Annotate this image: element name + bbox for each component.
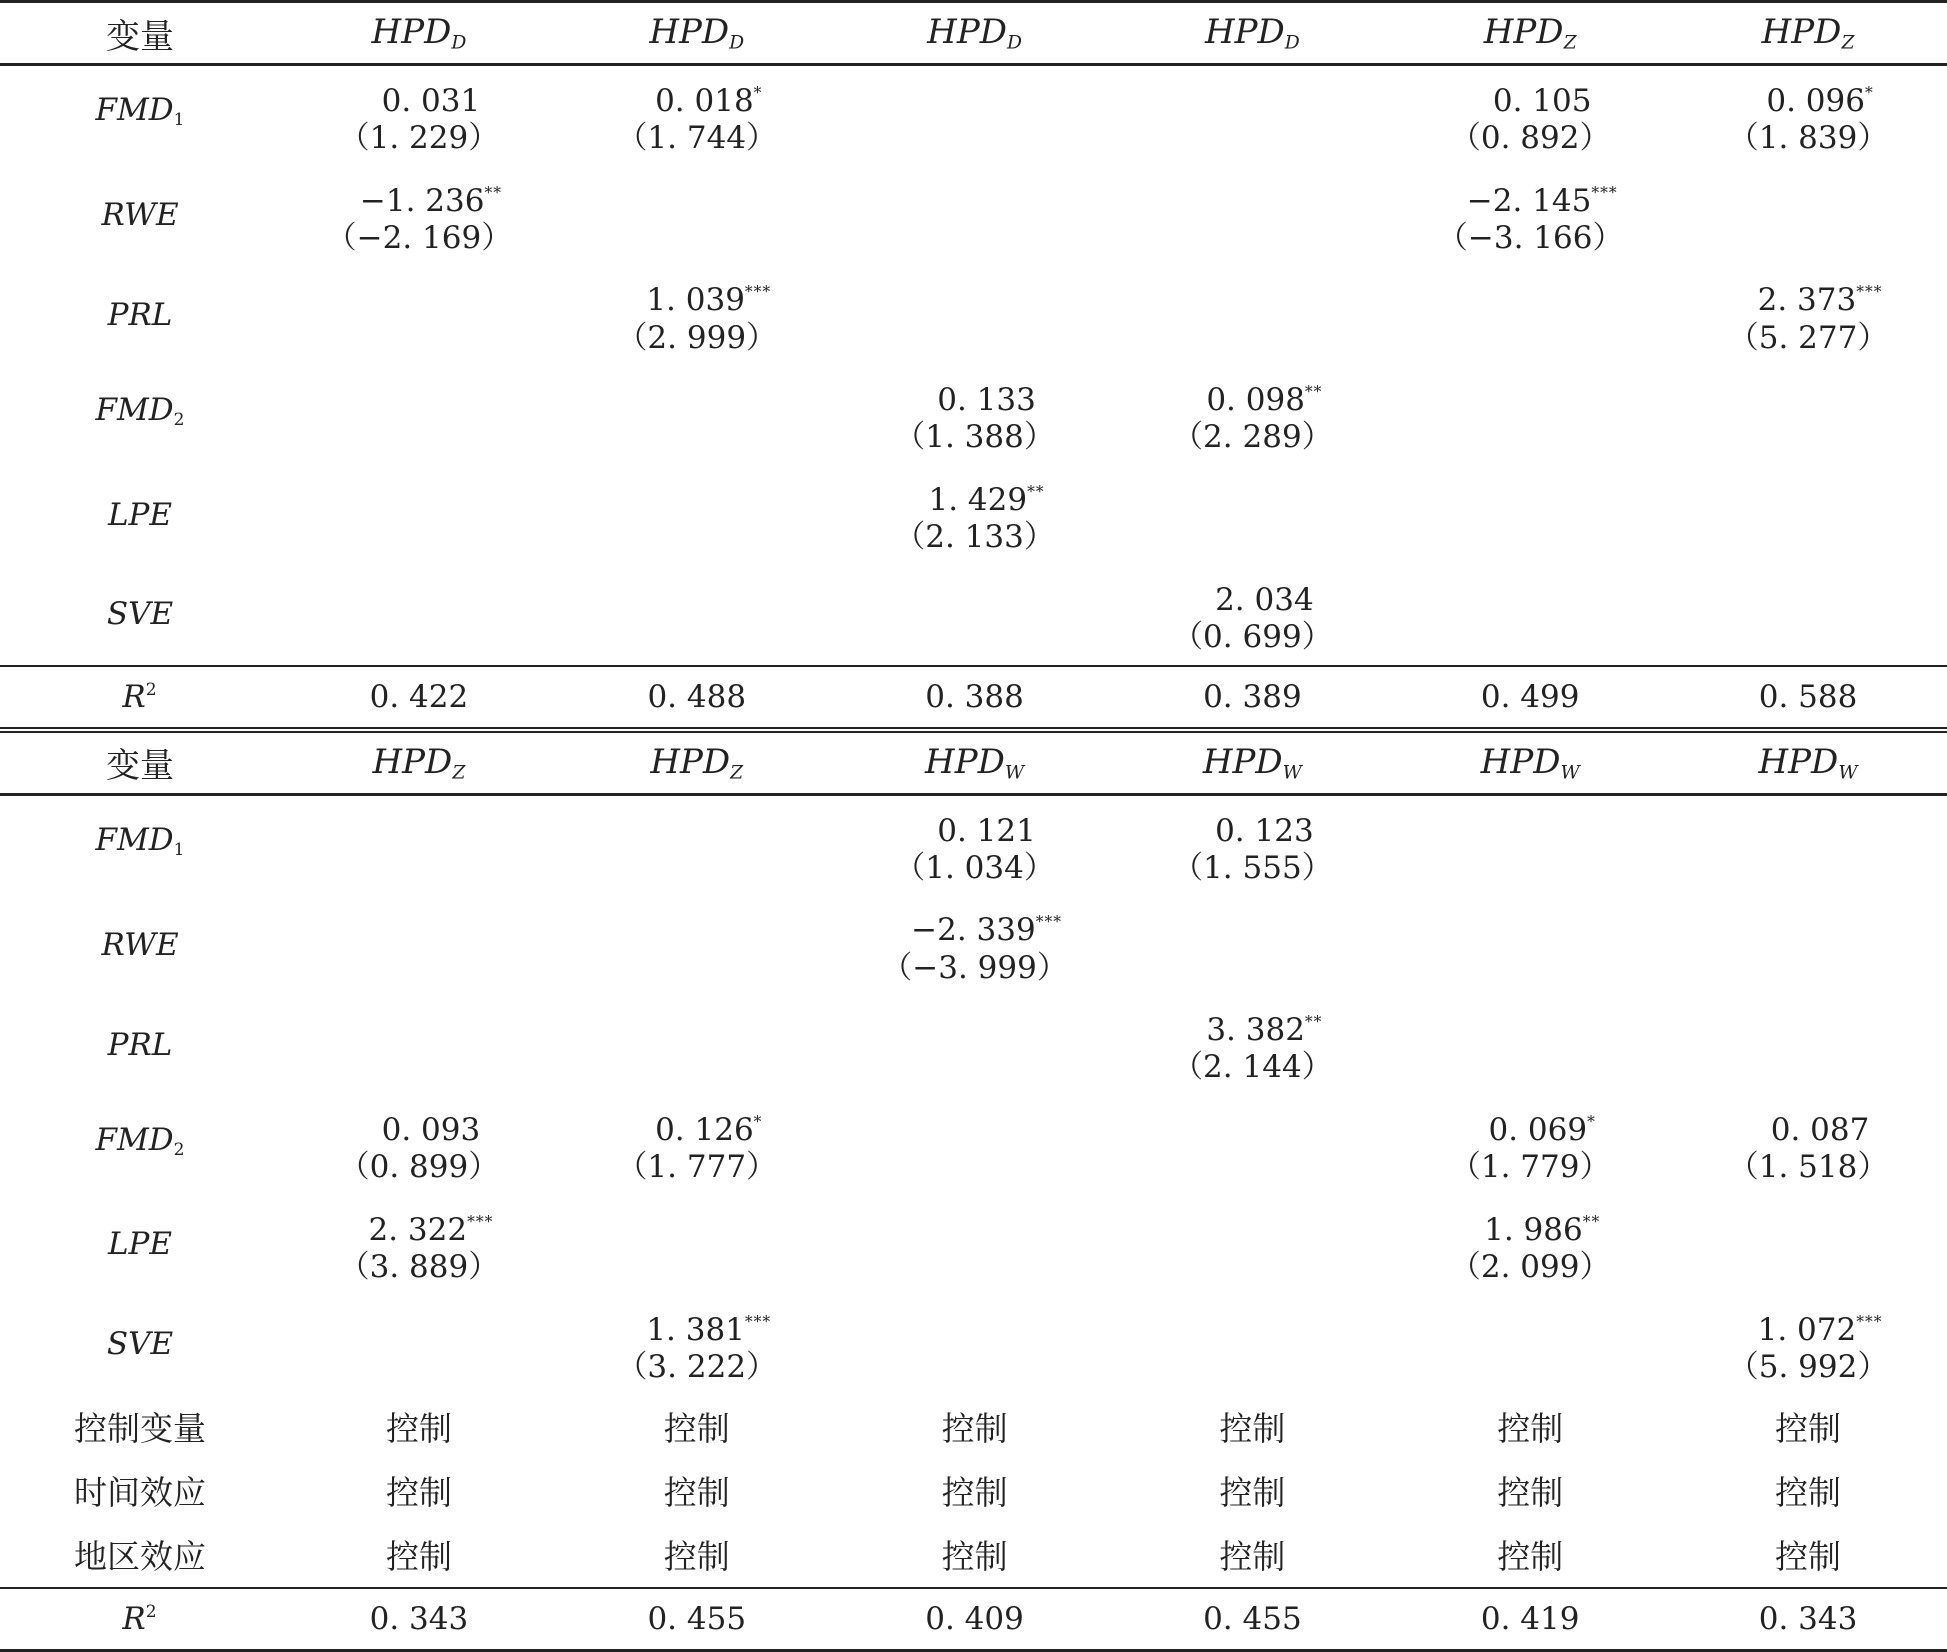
header-column-subscript: D [729, 32, 745, 54]
t-statistic: （2. 144） [1172, 1049, 1333, 1086]
header-column-base: HPD [371, 12, 452, 53]
t-statistic: （1. 229） [338, 119, 500, 156]
table-cell [1113, 896, 1391, 996]
coefficient-value: 0. 087 [1770, 1112, 1870, 1149]
header-column [836, 2, 1114, 65]
t-statistic: （1. 388） [894, 419, 1055, 456]
row-variable [0, 565, 280, 666]
table-row [0, 465, 1947, 565]
header-column-base: HPD [1758, 741, 1839, 782]
coefficient-value: 1. 039 [646, 282, 745, 319]
table-cell [1391, 266, 1669, 366]
control-value: 控制 [1219, 1537, 1286, 1577]
table-cell [1113, 995, 1391, 1095]
table-cell [558, 266, 836, 366]
table-cell [1669, 266, 1947, 366]
row-variable-subscript: 2 [173, 409, 185, 430]
header-column [1113, 730, 1391, 795]
control-value: 控制 [1775, 1537, 1842, 1577]
t-statistic: （−3. 166） [1436, 219, 1624, 256]
coefficient [1669, 75, 1947, 120]
table-cell [1391, 166, 1669, 266]
coefficient-value: 0. 105 [1492, 82, 1592, 119]
table-cell [1669, 1095, 1947, 1195]
header-column [558, 730, 836, 795]
coefficient [836, 805, 1114, 850]
control-value: 控制 [1219, 1409, 1286, 1449]
row-variable-name: FMD [95, 1121, 174, 1158]
table-row [0, 565, 1947, 666]
r-squared-row [0, 1588, 1947, 1651]
control-value: 控制 [1775, 1409, 1842, 1449]
table-cell [836, 65, 1114, 166]
table-row [0, 896, 1947, 996]
header-column-subscript: W [1560, 762, 1580, 784]
table-cell [280, 365, 558, 465]
table-cell [1669, 565, 1947, 666]
coefficient [1113, 374, 1391, 419]
t-statistic: （2. 099） [1449, 1248, 1611, 1285]
control-value: 控制 [941, 1409, 1008, 1449]
table-cell [558, 995, 836, 1095]
table-cell [1113, 365, 1391, 465]
table-cell [1113, 65, 1391, 166]
row-variable-name: PRL [107, 296, 173, 333]
table-cell [836, 365, 1114, 465]
row-variable [0, 465, 280, 565]
row-variable-subscript: 1 [173, 840, 185, 861]
row-variable-name: PRL [107, 1026, 173, 1063]
t-statistic: （2. 289） [1172, 419, 1333, 456]
t-statistic: （1. 744） [616, 119, 778, 156]
coefficient-value: 0. 121 [937, 812, 1036, 849]
table-cell [558, 365, 836, 465]
control-label: 控制变量 [74, 1409, 207, 1449]
table-cell [836, 1195, 1114, 1295]
r-squared-value: 0. 419 [1391, 1588, 1669, 1651]
table-cell [558, 1095, 836, 1195]
header-column [1113, 2, 1391, 65]
table-cell [558, 1295, 836, 1395]
t-statistic: （1. 839） [1727, 119, 1889, 156]
significance-stars: ** [1304, 1013, 1323, 1032]
r-squared-value: 0. 409 [836, 1588, 1114, 1651]
coefficient [558, 1304, 836, 1349]
coefficient [1113, 574, 1391, 619]
coefficient-value: 0. 126 [655, 1112, 754, 1149]
coefficient-value: −2. 145 [1466, 182, 1592, 219]
header-column-base: HPD [1480, 741, 1561, 782]
table-cell [1391, 1195, 1669, 1295]
header-column [280, 2, 558, 65]
coefficient [836, 374, 1114, 419]
control-value: 控制 [941, 1537, 1008, 1577]
table-cell [1113, 794, 1391, 895]
coefficient-value: 1. 429 [928, 482, 1028, 519]
significance-stars: *** [744, 283, 772, 302]
control-row [0, 1523, 1947, 1588]
t-statistic: （1. 518） [1727, 1149, 1889, 1186]
table-row [0, 65, 1947, 166]
table-cell [1669, 794, 1947, 895]
coefficient-value: 2. 322 [368, 1211, 468, 1248]
table-row [0, 266, 1947, 366]
control-value: 控制 [1775, 1473, 1842, 1513]
r-squared-value: 0. 389 [1113, 666, 1391, 730]
row-variable [0, 1195, 280, 1295]
significance-stars: *** [744, 1312, 772, 1331]
table-cell [280, 166, 558, 266]
r-squared-symbol: R [122, 1600, 146, 1637]
coefficient [558, 1104, 836, 1149]
table-cell [836, 995, 1114, 1095]
significance-stars: *** [1856, 1312, 1883, 1331]
t-statistic: （0. 899） [338, 1149, 500, 1186]
coefficient [280, 1104, 558, 1149]
row-variable [0, 896, 280, 996]
table-cell [1669, 896, 1947, 996]
row-variable-name: RWE [101, 197, 179, 234]
table-cell [836, 794, 1114, 895]
header-column-base: HPD [927, 12, 1007, 53]
significance-stars: ** [1304, 383, 1323, 402]
table-cell [280, 266, 558, 366]
r-squared-value: 0. 499 [1391, 666, 1669, 730]
coefficient-value: 0. 018 [655, 82, 754, 119]
coefficient [836, 904, 1114, 949]
table-cell [836, 166, 1114, 266]
table-cell [1669, 1295, 1947, 1395]
table-cell [1391, 1095, 1669, 1195]
header-column [1669, 730, 1947, 795]
r-squared-value: 0. 588 [1669, 666, 1947, 730]
table-cell [836, 565, 1114, 666]
header-column-subscript: D [1284, 32, 1300, 54]
table-cell [1391, 465, 1669, 565]
row-variable-subscript: 2 [173, 1139, 185, 1160]
table-cell [558, 565, 836, 666]
header-column-subscript: W [1004, 762, 1025, 784]
control-value: 控制 [385, 1473, 452, 1513]
header-column [1391, 730, 1669, 795]
coefficient [558, 75, 836, 120]
header-column [1391, 2, 1669, 65]
table-cell [1391, 896, 1669, 996]
header-column-base: HPD [1202, 741, 1283, 782]
table-row [0, 1295, 1947, 1395]
control-label: 地区效应 [74, 1537, 207, 1577]
table-cell [836, 465, 1114, 565]
t-statistic: （5. 277） [1727, 319, 1889, 356]
t-statistic: （1. 779） [1449, 1149, 1611, 1186]
coefficient [1113, 1004, 1391, 1049]
control-value: 控制 [663, 1473, 730, 1513]
coefficient [836, 474, 1114, 519]
r-squared-value: 0. 422 [280, 666, 558, 730]
t-statistic: （3. 889） [338, 1248, 500, 1285]
coefficient [1391, 175, 1669, 220]
significance-stars: ** [484, 183, 502, 202]
t-statistic: （1. 777） [616, 1149, 778, 1186]
coefficient-value: 0. 031 [381, 82, 481, 119]
header-column [1669, 2, 1947, 65]
coefficient-value: −2. 339 [911, 912, 1036, 949]
coefficient [1669, 274, 1947, 319]
table-row [0, 995, 1947, 1095]
table-cell [1669, 1195, 1947, 1295]
row-variable [0, 65, 280, 166]
table-row [0, 1095, 1947, 1195]
table-cell [558, 166, 836, 266]
row-variable [0, 166, 280, 266]
coefficient-value: 0. 069 [1488, 1112, 1588, 1149]
control-label: 时间效应 [74, 1473, 207, 1513]
header-variable-label: 变量 [0, 730, 280, 795]
coefficient-value: 3. 382 [1206, 1012, 1305, 1049]
coefficient-value: 1. 381 [646, 1311, 745, 1348]
row-variable-subscript: 1 [173, 110, 185, 131]
t-statistic: （−3. 999） [881, 949, 1068, 986]
table-cell [558, 794, 836, 895]
r-squared-value: 0. 343 [1669, 1588, 1947, 1651]
row-variable [0, 266, 280, 366]
coefficient [558, 274, 836, 319]
header-column [280, 730, 558, 795]
significance-stars: *** [467, 1212, 494, 1231]
header-column [558, 2, 836, 65]
table-row [0, 365, 1947, 465]
control-value: 控制 [1497, 1409, 1564, 1449]
t-statistic: （1. 555） [1172, 849, 1333, 886]
table-cell [280, 1195, 558, 1295]
control-value: 控制 [1497, 1473, 1564, 1513]
significance-stars: * [1587, 1112, 1596, 1131]
header-row [0, 730, 1947, 795]
table-cell [1113, 465, 1391, 565]
row-variable-name: SVE [106, 596, 174, 633]
significance-stars: ** [1027, 483, 1045, 501]
header-column-base: HPD [1483, 12, 1564, 53]
header-column-subscript: D [451, 32, 467, 54]
t-statistic: （2. 133） [894, 519, 1055, 556]
table-cell [558, 465, 836, 565]
r-squared-value: 0. 455 [1113, 1588, 1391, 1651]
table-cell [1669, 166, 1947, 266]
row-variable [0, 1095, 280, 1195]
r-squared-superscript: 2 [145, 679, 158, 700]
coefficient-value: 1. 072 [1757, 1311, 1857, 1348]
header-column-subscript: Z [1841, 32, 1855, 54]
control-row [0, 1395, 1947, 1459]
table-cell [836, 1295, 1114, 1395]
control-value: 控制 [385, 1537, 452, 1577]
coefficient [280, 75, 558, 120]
header-column-base: HPD [1761, 12, 1842, 53]
table-cell [280, 565, 558, 666]
header-column-base: HPD [649, 12, 730, 53]
t-statistic: （0. 699） [1172, 618, 1333, 655]
table-cell [280, 65, 558, 166]
header-column-base: HPD [650, 741, 731, 782]
coefficient [280, 175, 558, 220]
table-cell [1391, 65, 1669, 166]
row-variable-name: LPE [107, 496, 173, 533]
row-variable [0, 365, 280, 465]
t-statistic: （3. 222） [616, 1348, 778, 1385]
table-cell [558, 1195, 836, 1295]
header-column-subscript: W [1838, 762, 1858, 784]
t-statistic: （−2. 169） [325, 219, 513, 256]
coefficient-value: 0. 096 [1766, 82, 1865, 119]
significance-stars: * [753, 1112, 763, 1131]
r-squared-superscript: 2 [145, 1601, 158, 1622]
coefficient [1113, 805, 1391, 850]
table-cell [1391, 1295, 1669, 1395]
control-value: 控制 [663, 1537, 730, 1577]
r-squared-label [0, 1588, 280, 1651]
header-column-subscript: Z [1563, 32, 1577, 54]
table-cell [280, 896, 558, 996]
table-cell [558, 896, 836, 996]
table-cell [1669, 465, 1947, 565]
control-value: 控制 [663, 1409, 730, 1449]
header-variable-label: 变量 [0, 2, 280, 65]
significance-stars: * [753, 83, 763, 102]
row-variable-name: FMD [95, 92, 174, 129]
control-value: 控制 [1497, 1537, 1564, 1577]
coefficient [1669, 1304, 1947, 1349]
row-variable-name: SVE [106, 1326, 174, 1363]
table-cell [1669, 365, 1947, 465]
table-cell [1113, 1195, 1391, 1295]
coefficient-value: 0. 098 [1206, 382, 1305, 419]
table-cell [280, 995, 558, 1095]
table-cell [558, 65, 836, 166]
table-cell [1113, 565, 1391, 666]
header-column-subscript: W [1282, 762, 1302, 784]
table-cell [836, 266, 1114, 366]
header-column-subscript: Z [452, 762, 466, 784]
table-row [0, 1195, 1947, 1295]
row-variable [0, 1295, 280, 1395]
significance-stars: ** [1582, 1212, 1601, 1231]
row-variable-name: RWE [101, 926, 179, 963]
coefficient [280, 1204, 558, 1249]
r-squared-value: 0. 388 [836, 666, 1114, 730]
row-variable-name: FMD [95, 822, 174, 859]
header-column [836, 730, 1114, 795]
coefficient-value: 0. 133 [937, 382, 1036, 419]
header-column-base: HPD [925, 741, 1005, 782]
table-cell [280, 1095, 558, 1195]
table-cell [1391, 365, 1669, 465]
table-cell [1113, 166, 1391, 266]
table-cell [1113, 266, 1391, 366]
coefficient [1391, 1104, 1669, 1149]
coefficient-value: 2. 373 [1757, 282, 1857, 319]
coefficient-value: 2. 034 [1215, 581, 1314, 618]
t-statistic: （2. 999） [616, 319, 778, 356]
table-row [0, 794, 1947, 895]
table-cell [836, 1095, 1114, 1195]
header-column-base: HPD [1204, 12, 1285, 53]
t-statistic: （1. 034） [894, 849, 1055, 886]
control-row [0, 1459, 1947, 1523]
header-column-subscript: D [1006, 32, 1022, 54]
control-value: 控制 [1219, 1473, 1286, 1513]
table-cell [1391, 995, 1669, 1095]
table-cell [280, 1295, 558, 1395]
table-cell [1113, 1295, 1391, 1395]
table-cell [1391, 794, 1669, 895]
header-column-base: HPD [372, 741, 453, 782]
coefficient [1391, 75, 1669, 120]
significance-stars: *** [1035, 913, 1062, 932]
row-variable-name: LPE [107, 1226, 173, 1263]
control-value: 控制 [941, 1473, 1008, 1513]
coefficient [1391, 1204, 1669, 1249]
table-cell [836, 896, 1114, 996]
r-squared-symbol: R [122, 678, 146, 715]
control-value: 控制 [385, 1409, 452, 1449]
row-variable-name: FMD [95, 391, 174, 428]
coefficient-value: 0. 123 [1215, 812, 1314, 849]
r-squared-row [0, 666, 1947, 730]
table-cell [1391, 565, 1669, 666]
coefficient [1669, 1104, 1947, 1149]
coefficient-value: 1. 986 [1484, 1211, 1583, 1248]
table-cell [1669, 65, 1947, 166]
coefficient-value: 0. 093 [381, 1112, 481, 1149]
row-variable [0, 794, 280, 895]
coefficient-value: −1. 236 [359, 182, 485, 219]
header-row [0, 2, 1947, 65]
r-squared-value: 0. 343 [280, 1588, 558, 1651]
table-cell [1669, 995, 1947, 1095]
table-row [0, 166, 1947, 266]
r-squared-value: 0. 455 [558, 1588, 836, 1651]
table-cell [280, 794, 558, 895]
table-cell [280, 465, 558, 565]
table-cell [1113, 1095, 1391, 1195]
row-variable [0, 995, 280, 1095]
t-statistic: （5. 992） [1727, 1348, 1889, 1385]
r-squared-label [0, 666, 280, 730]
significance-stars: * [1864, 83, 1874, 102]
significance-stars: *** [1591, 183, 1618, 202]
t-statistic: （0. 892） [1449, 119, 1611, 156]
r-squared-value: 0. 488 [558, 666, 836, 730]
significance-stars: *** [1856, 283, 1883, 302]
header-column-subscript: Z [730, 762, 744, 784]
